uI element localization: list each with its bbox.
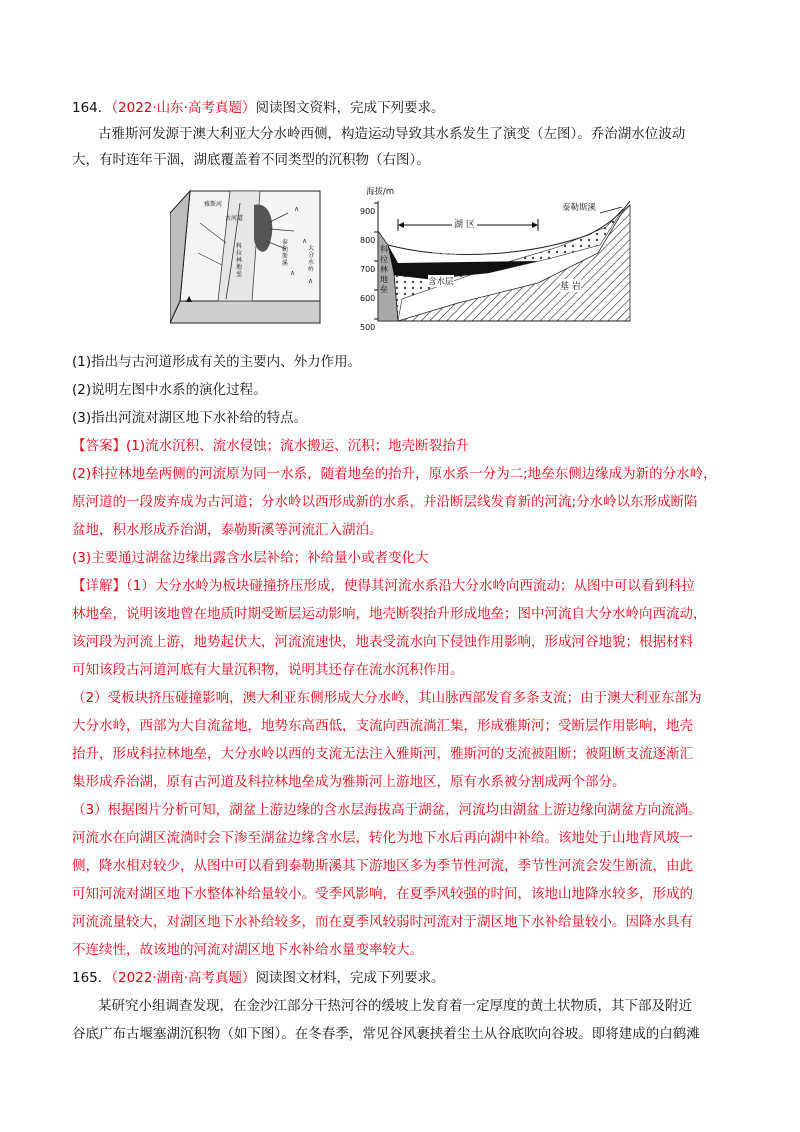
svg-text:▲: ▲ — [186, 294, 193, 303]
q164-detail-3-line-1: （3）根据图片分析可知，湖盆上游边缘的含水层海拔高于湖盆，河流均由湖盆上游边缘向湖盆方向流淌。 — [72, 802, 702, 818]
q164-sub-question-1: (1)指出与古河道形成有关的主要内、外力作用。 — [72, 354, 362, 370]
detail-1-text: （1）大分水岭为板块碰撞挤压形成，使得其河流水系沿大分水岭向西流动；从图中可以看到科拉 — [126, 578, 695, 594]
q164-prompt: 阅读图文资料，完成下列要求。 — [255, 100, 445, 116]
q164-detail-1-line-3: 该河段为河流上游，地势起伏大，河流流速快，地表受流水向下侵蚀作用影响，形成河谷地貌；根据材料 — [72, 634, 693, 650]
ytick-900: 900 — [360, 207, 376, 216]
q164-source: （2022·山东·高考真题） — [111, 100, 256, 116]
ytick-600: 600 — [360, 294, 376, 303]
q164-detail-2-line-4: 集形成乔治湖，原有古河道及科拉林地垒成为雅斯河上游地区，原有水系被分割成两个部分。 — [72, 774, 626, 790]
detail-tag: 【详解】 — [72, 578, 126, 594]
left-label-divide: 大分水岭 — [308, 245, 315, 273]
q164-answer-line-1 — [72, 436, 469, 456]
q165-source: （2022·湖南·高考真题） — [111, 970, 256, 986]
q164-figures — [170, 183, 640, 331]
q164-detail-1-line-4: 可知该段古河道河底有大量沉积物，说明其还存在流水沉积作用。 — [72, 662, 464, 678]
left-label-horst: 科拉林地垒 — [236, 243, 243, 278]
q164-answer-2-line-3: 盆地，积水形成乔治湖，泰勒斯溪等河流汇入湖泊。 — [72, 522, 383, 538]
q164-material-line-1: 古雅斯河发源于澳大利亚大分水岭西侧，构造运动导致其水系发生了演变（左图）。乔治湖水位波动 — [98, 126, 686, 142]
q165-material-line-1: 某研究小组调查发现，在金沙江部分干热河谷的缓坡上发育着一定厚度的黄土状物质，其下部及附近 — [98, 998, 692, 1014]
yaxis-ticks — [360, 197, 375, 342]
svg-text:∧: ∧ — [290, 269, 296, 277]
q164-detail-3-line-3: 侧，降水相对较少，从图中可以看到泰勒斯溪其下游地区多为季节性河流，季节性河流会发生断流，由此 — [72, 858, 693, 874]
left-label-yass-river: 雅斯河 — [204, 201, 223, 208]
left-block-diagram — [170, 183, 330, 331]
left-label-ancient-channel: 古河道 — [225, 215, 244, 222]
q164-detail-3-line-6: 不连续性，故该地的河流对湖区地下水补给水量变率较大。 — [72, 942, 423, 958]
aquitard-label: 隔水层 — [432, 251, 458, 261]
q164-answer-2-line-2: 原河道的一段废弃成为古河道；分水岭以西形成新的水系，并沿断层线发育新的河流;分水岭以东形成断陷 — [72, 494, 698, 510]
q165-material-line-2: 谷底广布古堰塞湖沉积物（如下图）。在冬春季，常见谷风裹挟着尘土从谷底吹向谷坡。即将建成的白鹤滩 — [72, 1026, 700, 1042]
q164-material-line-2: 大，有时连年干涸，湖底覆盖着不同类型的沉积物（右图）。 — [72, 152, 430, 168]
q164-sub-question-2: (2)说明左图中水系的演化过程。 — [72, 382, 267, 398]
stream-label: 泰勒斯溪 — [562, 203, 597, 213]
q165-number: 165． — [72, 970, 112, 986]
q164-detail-2-line-3: 抬升，形成科拉林地垒，大分水岭以西的支流无法注入雅斯河，雅斯河的支流被阻断；被阻断支流逐渐汇 — [72, 746, 693, 762]
q165-header — [72, 968, 444, 988]
q164-answer-2-line-1: (2)科拉林地垒两侧的河流原为同一水系，随着地垒的抬升，原水系一分为二;地垒东侧边缘成为新的分水岭， — [72, 466, 717, 482]
left-label-stream: 泰勒斯溪 — [282, 239, 289, 267]
q165-prompt: 阅读图文材料，完成下列要求。 — [255, 970, 445, 986]
q164-number: 164． — [72, 100, 112, 116]
q164-detail-1-line-1 — [72, 576, 695, 596]
q164-sub-question-3: (3)指出河流对湖区地下水补给的特点。 — [72, 410, 308, 426]
svg-text:∧: ∧ — [294, 205, 300, 213]
horst-label: 科拉林地垒 — [380, 245, 388, 294]
q164-detail-2-line-1: （2）受板块挤压碰撞影响，澳大利亚东侧形成大分水岭，其山脉西部发育多条支流；由于澳大利亚东部为 — [72, 690, 702, 706]
svg-text:∧: ∧ — [302, 237, 308, 245]
bedrock-label: 基 岩 — [560, 279, 581, 292]
q164-header — [72, 98, 444, 118]
q164-detail-3-line-5: 河流流量较大，对湖区地下水补给较多，而在夏季风较弱时河流对于湖区地下水补给量较小。因降水具有 — [72, 914, 693, 930]
answer-tag: 【答案】 — [72, 438, 126, 454]
ytick-500: 500 — [360, 323, 376, 332]
q164-detail-3-line-4: 可知河流对湖区地下水整体补给量较小。受季风影响，在夏季风较强的时间，该地山地降水较多，形成的 — [72, 886, 693, 902]
answer-1: (1)流水沉积、流水侵蚀；流水搬运、沉积；地壳断裂抬升 — [126, 438, 470, 454]
q164-detail-1-line-2: 林地垒，说明该地曾在地质时期受断层运动影响，地壳断裂抬升形成地垒；图中河流自大分水岭向西流动， — [72, 606, 707, 622]
lake-zone-label: 湖 区 — [452, 217, 477, 230]
q164-detail-3-line-2: 河流水在向湖区流淌时会下渗至湖盆边缘含水层，转化为地下水后再向湖中补给。该地处于山地背风坡一 — [72, 830, 693, 846]
aquifer-label: 含水层 — [428, 277, 454, 287]
svg-text:∧: ∧ — [308, 277, 314, 285]
q164-answer-3: (3)主要通过湖盆边缘出露含水层补给；补给量小或者变化大 — [72, 550, 429, 566]
ytick-800: 800 — [360, 236, 376, 245]
left-label-lake: 乔治湖 — [274, 223, 293, 230]
yaxis-label: 海拔/m — [366, 187, 395, 197]
q164-detail-2-line-2: 大分水岭，西部为大自流盆地，地势东高西低，支流向西流淌汇集，形成雅斯河；受断层作用影响，地壳 — [72, 718, 693, 734]
ytick-700: 700 — [360, 265, 376, 274]
